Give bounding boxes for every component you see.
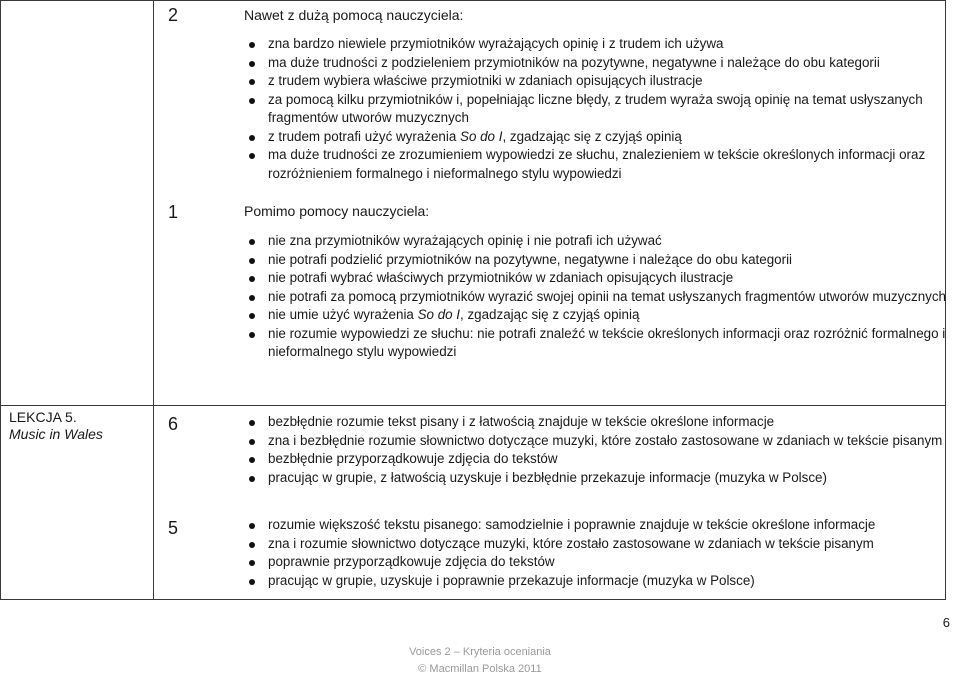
list-item: pracując w grupie, uzyskuje i poprawnie przekazuje informacje (muzyka w Polsce) <box>0 572 710 591</box>
page-number: 6 <box>942 615 950 630</box>
bullet-icon <box>249 79 255 85</box>
list-item: z trudem wybiera właściwe przymiotniki w zdaniach opisujących ilustracje <box>0 72 710 91</box>
heading-score-1: Pomimo pomocy nauczyciela: <box>244 203 430 219</box>
bullet-icon <box>249 542 255 548</box>
list-item: zna i bezbłędnie rozumie słownictwo dotyczące muzyki, które zostało zastosowane w zdaniach w tekście pisanym <box>0 432 710 451</box>
bullet-icon <box>249 98 255 104</box>
list-item: bezbłędnie przyporządkowuje zdjęcia do tekstów <box>0 450 710 469</box>
bullet-icon <box>249 42 255 48</box>
bullet-icon <box>249 523 255 529</box>
lesson-title: Music in Wales <box>9 426 103 442</box>
list-item: z trudem potrafi użyć wyrażenia So do I, zgadzając się z czyjąś opinią <box>0 128 710 147</box>
list-item: bezbłędnie rozumie tekst pisany i z łatwością znajduje w tekście określone informacje <box>0 413 710 432</box>
bullet-icon <box>249 560 255 566</box>
list-score-2 <box>0 35 926 183</box>
list-item: nie potrafi za pomocą przymiotników wyrazić swojej opinii na temat usłyszanych fragmentów utworów muzycznych <box>0 288 710 307</box>
list-item: nie potrafi podzielić przymiotników na pozytywne, negatywne i należące do obu kategorii <box>0 251 710 270</box>
list-item: zna bardzo niewiele przymiotników wyrażających opinię i z trudem ich używa <box>0 35 710 54</box>
list-item: za pomocą kilku przymiotników i, popełniając liczne błędy, z trudem wyraża swoją opinię na temat usłyszanych fragmentów utworów muzycznych <box>0 91 710 128</box>
list-item: zna i rozumie słownictwo dotyczące muzyki, które zostało zastosowane w zdaniach w tekście pisanym <box>0 535 710 554</box>
list-score-1 <box>0 232 946 362</box>
score-1: 1 <box>168 202 179 222</box>
list-item: pracując w grupie, z łatwością uzyskuje i bezbłędnie przekazuje informacje (muzyka w Polsce) <box>0 469 710 488</box>
bullet-icon <box>249 61 255 67</box>
lesson-number: LEKCJA 5. <box>9 409 77 425</box>
bullet-icon <box>249 276 255 282</box>
list-item: rozumie większość tekstu pisanego: samodzielnie i poprawnie znajduje w tekście określone informacje <box>0 516 710 535</box>
heading-score-2: Nawet z dużą pomocą nauczyciela: <box>244 7 464 23</box>
footer-title: Voices 2 – Kryteria oceniania <box>409 646 551 658</box>
bullet-icon <box>249 239 255 245</box>
list-item: nie rozumie wypowiedzi ze słuchu: nie potrafi znaleźć w tekście określonych informacji oraz rozróżnić formalnego i nieformalnego stylu wypowiedzi <box>0 325 710 362</box>
list-score-5 <box>0 516 876 590</box>
list-score-6 <box>0 413 943 487</box>
score-2: 2 <box>168 5 179 25</box>
list-item: poprawnie przyporządkowuje zdjęcia do tekstów <box>0 553 710 572</box>
list-item: ma duże trudności ze zrozumieniem wypowiedzi ze słuchu, znalezieniem w tekście określonych informacji oraz rozróżnieniem formalnego i nieformalnego stylu wypowiedzi <box>0 146 710 183</box>
bullet-icon <box>249 258 255 264</box>
bullet-icon <box>249 476 255 482</box>
bullet-icon <box>249 295 255 301</box>
bullet-icon <box>249 153 255 159</box>
footer-copyright: © Macmillan Polska 2011 <box>418 663 542 675</box>
bullet-icon <box>249 135 255 141</box>
bullet-icon <box>249 332 255 338</box>
bullet-icon <box>249 439 255 445</box>
score-5: 5 <box>168 518 179 538</box>
bullet-icon <box>249 457 255 463</box>
score-6: 6 <box>168 414 179 434</box>
bullet-icon <box>249 579 255 585</box>
bullet-icon <box>249 313 255 319</box>
bullet-icon <box>249 420 255 426</box>
list-item: nie potrafi wybrać właściwych przymiotników w zdaniach opisujących ilustracje <box>0 269 710 288</box>
list-item: nie umie użyć wyrażenia So do I, zgadzając się z czyjąś opinią <box>0 306 710 325</box>
list-item: nie zna przymiotników wyrażających opinię i nie potrafi ich używać <box>0 232 710 251</box>
list-item: ma duże trudności z podzieleniem przymiotników na pozytywne, negatywne i należące do obu kategorii <box>0 54 710 73</box>
